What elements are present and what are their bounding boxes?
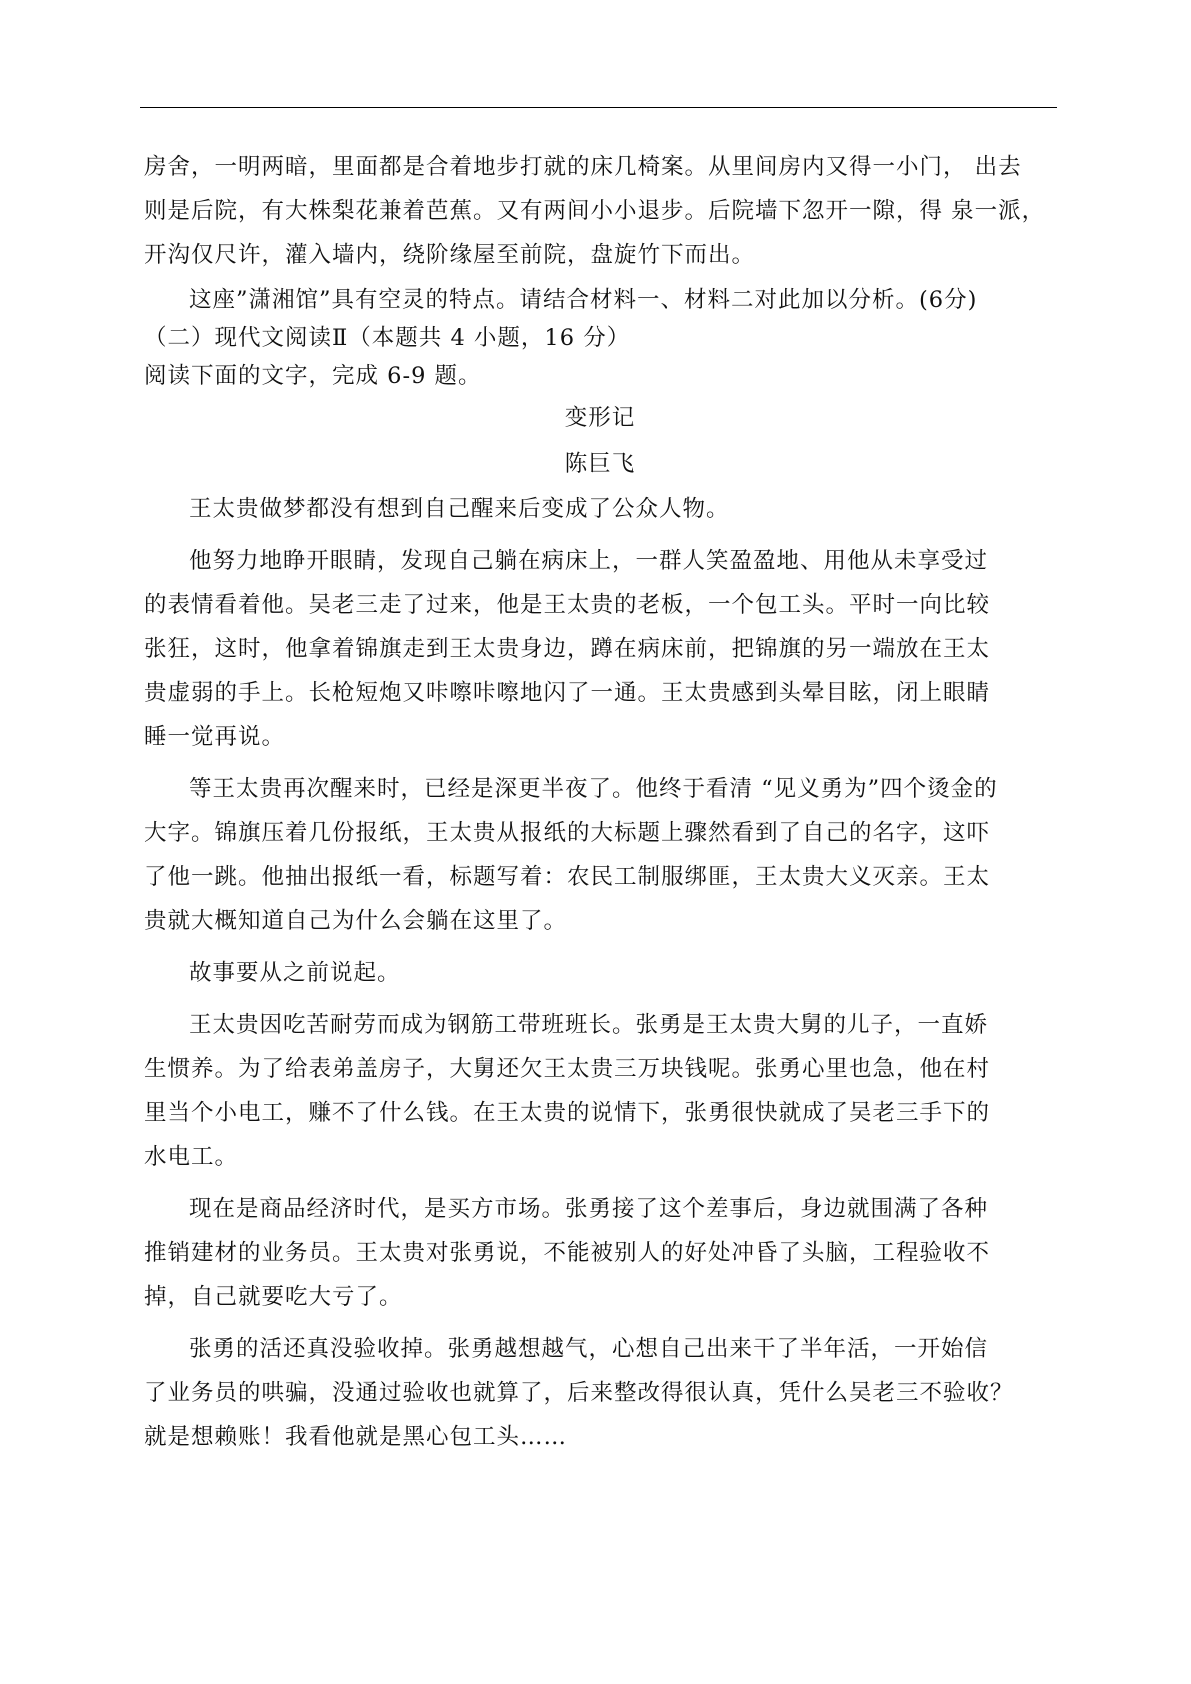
text-line: 睡一觉再说。 [144, 724, 286, 750]
text-line: 掉，自己就要吃大亏了。 [144, 1284, 403, 1310]
story-paragraph [144, 767, 1056, 943]
question-5: 这座”潇湘馆”具有空灵的特点。请结合材料一、材料二对此加以分析。(6分) [189, 287, 978, 313]
text-line: 故事要从之前说起。 [189, 960, 401, 986]
story-paragraph [144, 539, 1056, 759]
text-line: 里当个小电工，赚不了什么钱。在王太贵的说情下，张勇很快就成了吴老三手下的 [144, 1100, 991, 1126]
text-line: 了业务员的哄骗，没通过验收也就算了，后来整改得很认真，凭什么吴老三不验收？ [144, 1380, 1014, 1406]
story-body [144, 487, 1056, 1459]
text-line: 房舍，一明两暗，里面都是合着地步打就的床几椅案。从里间房内又得一小门， 出去 [144, 154, 1022, 180]
story-paragraph [144, 1187, 1056, 1319]
text-line: 推销建材的业务员。王太贵对张勇说，不能被别人的好处冲昏了头脑，工程验收不 [144, 1240, 991, 1266]
story-paragraph [144, 487, 1056, 531]
text-line: 则是后院，有大株梨花兼着芭蕉。又有两间小小退步。后院墙下忽开一隙，得 泉一派， [144, 198, 1046, 224]
section-heading: （二）现代文阅读Ⅱ（本题共 4 小题，16 分） [144, 325, 631, 351]
story-paragraph [144, 1327, 1056, 1459]
text-line: 生惯养。为了给表弟盖房子，大舅还欠王太贵三万块钱呢。张勇心里也急，他在村 [144, 1056, 991, 1082]
page-content [144, 145, 1056, 1459]
text-line: 贵虚弱的手上。长枪短炮又咔嚓咔嚓地闪了一通。王太贵感到头晕目眩，闭上眼睛 [144, 680, 991, 706]
text-line: 王太贵因吃苦耐劳而成为钢筋工带班班长。张勇是王太贵大舅的儿子，一直娇 [189, 1012, 989, 1038]
material-tail [144, 145, 1056, 277]
text-line: 了他一跳。他抽出报纸一看，标题写着：农民工制服绑匪，王太贵大义灭亲。王太 [144, 864, 991, 890]
text-line: 张勇的活还真没验收掉。张勇越想越气，心想自己出来干了半年活，一开始信 [189, 1336, 989, 1362]
story-author: 陈巨飞 [564, 451, 636, 477]
header-rule [140, 107, 1057, 108]
text-line: 水电工。 [144, 1144, 239, 1170]
text-line: 等王太贵再次醒来时，已经是深更半夜了。他终于看清 “见义勇为”四个烫金的 [189, 776, 998, 802]
text-line: 张狂，这时，他拿着锦旗走到王太贵身边，蹲在病床前，把锦旗的另一端放在王太 [144, 636, 991, 662]
text-line: 大字。锦旗压着几份报纸，王太贵从报纸的大标题上骤然看到了自己的名字，这吓 [144, 820, 991, 846]
text-line: 的表情看着他。吴老三走了过来，他是王太贵的老板，一个包工头。平时一向比较 [144, 592, 991, 618]
story-title: 变形记 [564, 405, 636, 431]
reading-instruction: 阅读下面的文字，完成 6-9 题。 [144, 363, 482, 389]
text-line: 现在是商品经济时代，是买方市场。张勇接了这个差事后，身边就围满了各种 [189, 1196, 989, 1222]
text-line: 开沟仅尺许，灌入墙内，绕阶缘屋至前院，盘旋竹下而出。 [144, 242, 756, 268]
story-paragraph [144, 951, 1056, 995]
text-line: 他努力地睁开眼睛，发现自己躺在病床上，一群人笑盈盈地、用他从未享受过 [189, 548, 989, 574]
text-line: 就是想赖账！我看他就是黑心包工头…… [144, 1424, 568, 1450]
story-paragraph [144, 1003, 1056, 1179]
text-line: 王太贵做梦都没有想到自己醒来后变成了公众人物。 [189, 496, 730, 522]
text-line: 贵就大概知道自己为什么会躺在这里了。 [144, 908, 568, 934]
